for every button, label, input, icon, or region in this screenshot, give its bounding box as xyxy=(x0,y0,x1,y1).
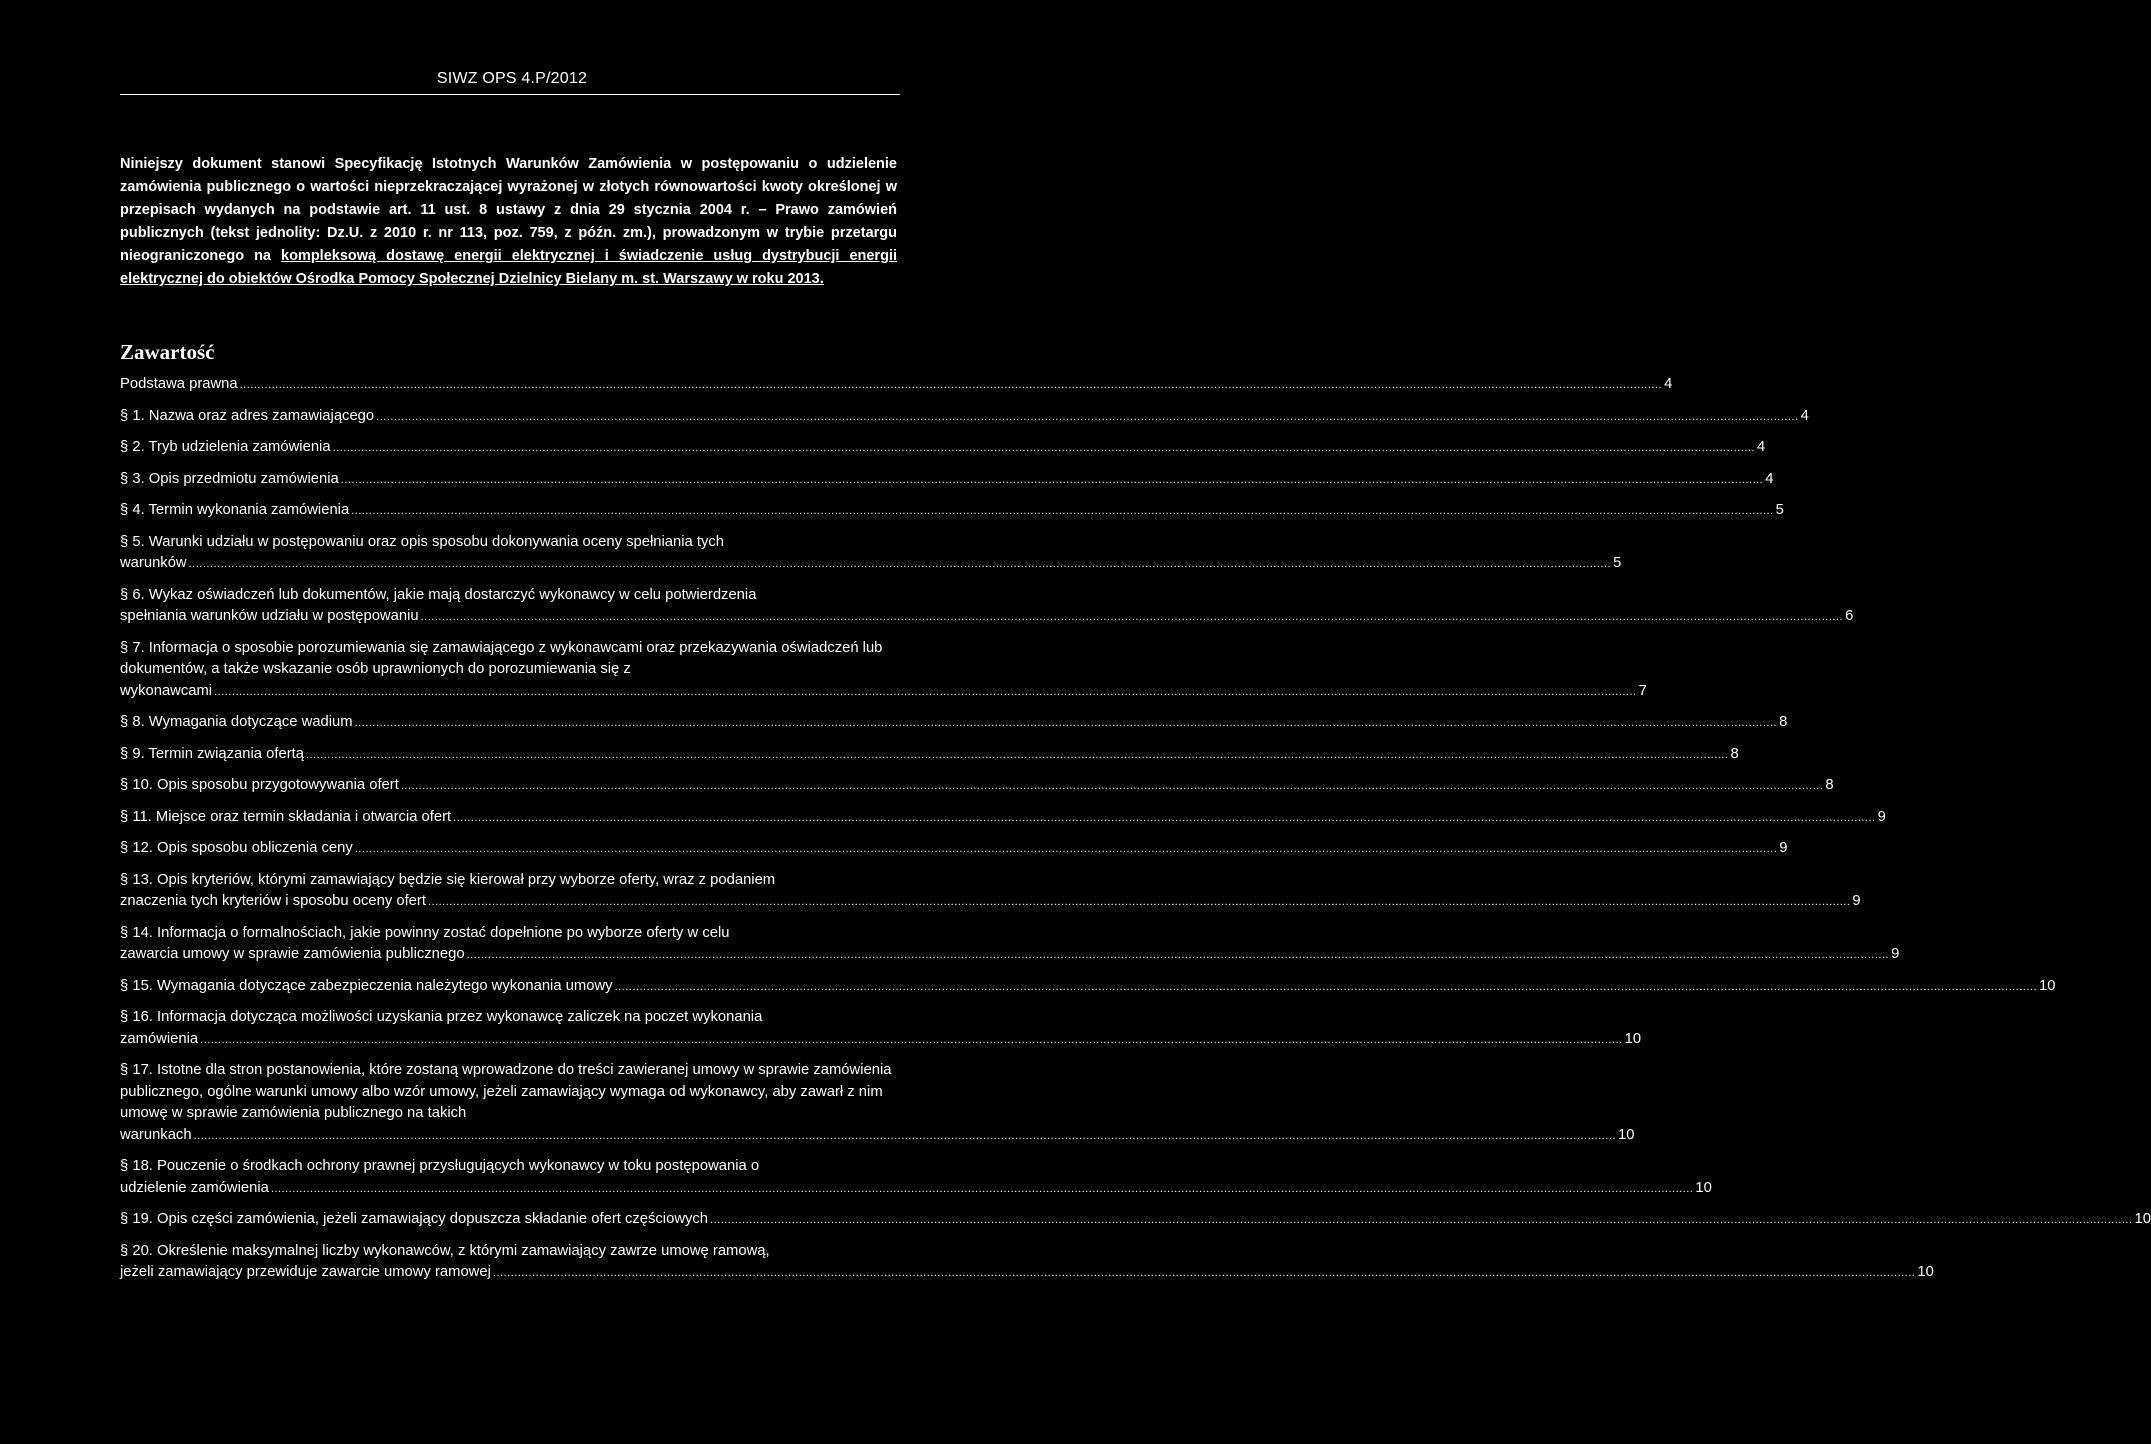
toc-entry-line xyxy=(120,1209,2151,1232)
toc-dot-leader: ................................................................................................................................................................................................................................................................................................................................................................................................................ xyxy=(200,1033,1623,1046)
toc-page-number: 9 xyxy=(1779,840,1788,856)
toc-entry-title: warunków xyxy=(120,555,187,571)
toc-entry-lead: § 7. Informacja o sposobie porozumiewania się zamawiającego z wykonawcami oraz przekazywania oświadczeń lub dokumentów, a także wskazanie osób uprawnionych do porozumiewania się z xyxy=(120,639,883,677)
toc-entry[interactable] xyxy=(120,775,1834,798)
toc-dot-leader: ................................................................................................................................................................................................................................................................................................................................................................................................................ xyxy=(354,843,1778,855)
toc-entry-title: § 9. Termin związania ofertą xyxy=(120,745,304,762)
toc-entry-line xyxy=(120,406,1809,429)
toc-entry[interactable] xyxy=(120,469,1774,492)
toc-entry-line xyxy=(120,606,1854,629)
toc-entry-line xyxy=(120,744,1739,767)
toc-entry-title: udzielenie zamówienia xyxy=(120,1179,269,1196)
toc-entry-line xyxy=(120,681,1647,704)
toc-page-number: 9 xyxy=(1852,893,1861,909)
toc-entry-lead: § 5. Warunki udziału w postępowaniu oraz opis sposobu dokonywania oceny spełniania tych xyxy=(120,533,725,550)
toc-entry-title: § 15. Wymagania dotyczące zabezpieczenia należytego wykonania umowy xyxy=(120,977,613,994)
toc-page-number: 10 xyxy=(2039,977,2056,994)
toc-dot-leader: ................................................................................................................................................................................................................................................................................................................................................................................................................ xyxy=(305,748,1729,761)
toc-entry-title: § 10. Opis sposobu przygotowywania ofert xyxy=(120,777,399,793)
intro-underlined-subject: kompleksową dostawę energii elektrycznej i świadczenie usług dystrybucji energii elektrycznej do obiektów Ośrodka Pomocy Społecznej Dzielnicy Bielany m. st. Warszawy w roku 2013. xyxy=(120,248,897,287)
toc-page-number: 4 xyxy=(1757,439,1766,455)
toc-entry[interactable] xyxy=(120,1209,2151,1232)
toc-entry[interactable] xyxy=(120,744,1739,767)
toc-page-number: 9 xyxy=(1891,946,1900,962)
toc-entry[interactable] xyxy=(120,638,1647,704)
toc-entry-title: zawarcia umowy w sprawie zamówienia publicznego xyxy=(120,946,465,962)
toc-page-number: 9 xyxy=(1877,808,1886,825)
toc-page-number: 5 xyxy=(1775,502,1784,518)
toc-dot-leader: ................................................................................................................................................................................................................................................................................................................................................................................................................ xyxy=(710,1214,2133,1226)
toc-entry-title: wykonawcami xyxy=(120,682,213,699)
toc-page-number: 4 xyxy=(1800,407,1809,424)
intro-paragraph xyxy=(120,153,897,291)
toc-dot-leader: ................................................................................................................................................................................................................................................................................................................................................................................................................ xyxy=(427,896,1851,908)
table-of-contents xyxy=(120,374,2151,1294)
toc-entry[interactable] xyxy=(120,1241,1934,1285)
toc-page-number: 10 xyxy=(1624,1030,1642,1047)
toc-entry-title: § 4. Termin wykonania zamówienia xyxy=(120,502,350,518)
toc-entry[interactable] xyxy=(120,406,1809,429)
toc-entry-title: § 1. Nazwa oraz adres zamawiającego xyxy=(120,407,375,424)
toc-dot-leader: ................................................................................................................................................................................................................................................................................................................................................................................................................ xyxy=(453,811,1876,824)
toc-entry-line xyxy=(120,1178,1712,1201)
toc-entry-lead: § 17. Istotne dla stron postanowienia, które zostaną wprowadzone do treści zawieranej umowy w sprawie zamówienia publicznego, ogólne warunki umowy albo wzór umowy, jeżeli zamawiający wymaga od wykonawcy, aby zawarł z nim umowę w sprawie zamówienia publicznego na takich xyxy=(120,1062,892,1121)
toc-entry-title: jeżeli zamawiający przewiduje zawarcie umowy ramowej xyxy=(120,1264,491,1280)
toc-entry-line xyxy=(120,807,1886,830)
toc-entry-lead: § 6. Wykaz oświadczeń lub dokumentów, jakie mają dostarczyć wykonawcy w celu potwierdzenia xyxy=(120,586,757,603)
toc-entry-title: § 11. Miejsce oraz termin składania i otwarcia ofert xyxy=(120,808,452,825)
toc-dot-leader: ................................................................................................................................................................................................................................................................................................................................................................................................................ xyxy=(354,717,1778,729)
toc-entry[interactable] xyxy=(120,976,2056,999)
toc-page-number: 10 xyxy=(2134,1211,2151,1227)
toc-entry-line xyxy=(120,775,1834,798)
toc-entry-lead: § 16. Informacja dotycząca możliwości uzyskania przez wykonawcę zaliczek na poczet wykonania xyxy=(120,1009,763,1025)
toc-entry-title: § 8. Wymagania dotyczące wadium xyxy=(120,714,353,730)
toc-entry-title: znaczenia tych kryteriów i sposobu oceny ofert xyxy=(120,893,426,909)
intro-text: Niniejszy dokument stanowi Specyfikację Istotnych Warunków Zamówienia w postępowaniu o udzielenie zamówienia publicznego o wartości nieprzekraczającej wyrażonej w złotych równowartości kwoty określonej w przepisach wydanych na podstawie art. 11 ust. 8 ustawy z dnia 29 stycznia 2004 r. – Prawo zamówień publicznych (tekst jednolity: Dz.U. z 2010 r. nr 113, poz. 759, z późn. zm.), prowadzonym w trybie przetargu nieograniczonego na xyxy=(120,156,897,264)
toc-entry[interactable] xyxy=(120,923,1900,967)
toc-page-number: 4 xyxy=(1765,470,1774,487)
toc-dot-leader: ................................................................................................................................................................................................................................................................................................................................................................................................................ xyxy=(193,1129,1617,1142)
toc-dot-leader: ................................................................................................................................................................................................................................................................................................................................................................................................................ xyxy=(214,685,1637,698)
toc-entry-line xyxy=(120,469,1774,492)
toc-entry-lead: § 14. Informacja o formalnościach, jakie powinny zostać dopełnione po wyborze oferty w celu xyxy=(120,924,730,941)
toc-dot-leader: ................................................................................................................................................................................................................................................................................................................................................................................................................ xyxy=(351,505,1774,517)
toc-entry-line xyxy=(120,891,1861,914)
toc-dot-leader: ................................................................................................................................................................................................................................................................................................................................................................................................................ xyxy=(270,1182,1694,1195)
toc-entry-lead: § 13. Opis kryteriów, którymi zamawiający będzie się kierował przy wyborze oferty, wraz z podaniem xyxy=(120,871,776,888)
toc-entry[interactable] xyxy=(120,437,1766,460)
toc-entry[interactable] xyxy=(120,374,1673,397)
toc-entry-title: spełniania warunków udziału w postępowaniu xyxy=(120,608,419,624)
header-divider xyxy=(120,94,900,95)
toc-entry-line xyxy=(120,712,1788,735)
toc-entry[interactable] xyxy=(120,870,1861,914)
toc-entry-line xyxy=(120,976,2056,999)
toc-title: Zawartość xyxy=(120,340,215,364)
toc-dot-leader: ................................................................................................................................................................................................................................................................................................................................................................................................................ xyxy=(400,780,1824,792)
toc-entry[interactable] xyxy=(120,838,1788,861)
toc-entry-lead: § 18. Pouczenie o środkach ochrony prawnej przysługujących wykonawcy w toku postępowania o xyxy=(120,1158,760,1174)
toc-entry-title: § 3. Opis przedmiotu zamówienia xyxy=(120,470,339,487)
toc-entry-line xyxy=(120,838,1788,861)
toc-dot-leader: ................................................................................................................................................................................................................................................................................................................................................................................................................ xyxy=(492,1267,1916,1279)
toc-entry-title: § 2. Tryb udzielenia zamówienia xyxy=(120,439,331,455)
toc-entry-line xyxy=(120,1125,1635,1148)
toc-entry-title: § 19. Opis części zamówienia, jeżeli zamawiający dopuszcza składanie ofert częściowych xyxy=(120,1211,709,1227)
toc-page-number: 8 xyxy=(1779,714,1788,730)
toc-dot-leader: ................................................................................................................................................................................................................................................................................................................................................................................................................ xyxy=(420,611,1844,623)
toc-entry[interactable] xyxy=(120,712,1788,735)
toc-page-number: 6 xyxy=(1845,608,1854,624)
toc-page-number: 10 xyxy=(1917,1264,1934,1280)
toc-page-number: 10 xyxy=(1618,1126,1635,1143)
toc-entry-line xyxy=(120,944,1900,967)
toc-entry-line xyxy=(120,553,1622,576)
toc-page-number: 4 xyxy=(1664,376,1673,392)
toc-dot-leader: ................................................................................................................................................................................................................................................................................................................................................................................................................ xyxy=(239,379,1663,391)
toc-entry-line xyxy=(120,374,1673,397)
toc-dot-leader: ................................................................................................................................................................................................................................................................................................................................................................................................................ xyxy=(340,473,1764,486)
toc-entry[interactable] xyxy=(120,807,1886,830)
toc-entry[interactable] xyxy=(120,1007,1642,1051)
document-header: SIWZ OPS 4.P/2012 xyxy=(436,70,588,87)
toc-dot-leader: ................................................................................................................................................................................................................................................................................................................................................................................................................ xyxy=(332,442,1756,454)
toc-page-number: 10 xyxy=(1695,1179,1712,1196)
toc-entry-line xyxy=(120,1029,1642,1052)
toc-page-number: 7 xyxy=(1638,682,1647,699)
toc-entry[interactable] xyxy=(120,1060,1635,1147)
toc-entry-line xyxy=(120,500,1784,523)
toc-page-number: 8 xyxy=(1730,745,1739,762)
toc-page-number: 5 xyxy=(1613,555,1622,571)
toc-entry-line xyxy=(120,437,1766,460)
toc-entry[interactable] xyxy=(120,532,1622,576)
toc-dot-leader: ................................................................................................................................................................................................................................................................................................................................................................................................................ xyxy=(188,558,1612,570)
toc-entry-lead: § 20. Określenie maksymalnej liczby wykonawców, z którymi zamawiający zawrze umowę ramową, xyxy=(120,1242,770,1259)
toc-dot-leader: ................................................................................................................................................................................................................................................................................................................................................................................................................ xyxy=(376,410,1799,423)
toc-entry[interactable] xyxy=(120,1156,1712,1200)
toc-entry-line xyxy=(120,1262,1934,1285)
toc-entry-title: zamówienia xyxy=(120,1030,199,1047)
toc-entry-title: § 12. Opis sposobu obliczenia ceny xyxy=(120,840,353,856)
toc-entry[interactable] xyxy=(120,500,1784,523)
toc-entry-title: Podstawa prawna xyxy=(120,376,238,392)
toc-entry[interactable] xyxy=(120,585,1854,629)
toc-dot-leader: ................................................................................................................................................................................................................................................................................................................................................................................................................ xyxy=(466,949,1890,961)
toc-entry-title: warunkach xyxy=(120,1126,192,1143)
toc-dot-leader: ................................................................................................................................................................................................................................................................................................................................................................................................................ xyxy=(614,980,2038,993)
toc-page-number: 8 xyxy=(1825,777,1834,793)
